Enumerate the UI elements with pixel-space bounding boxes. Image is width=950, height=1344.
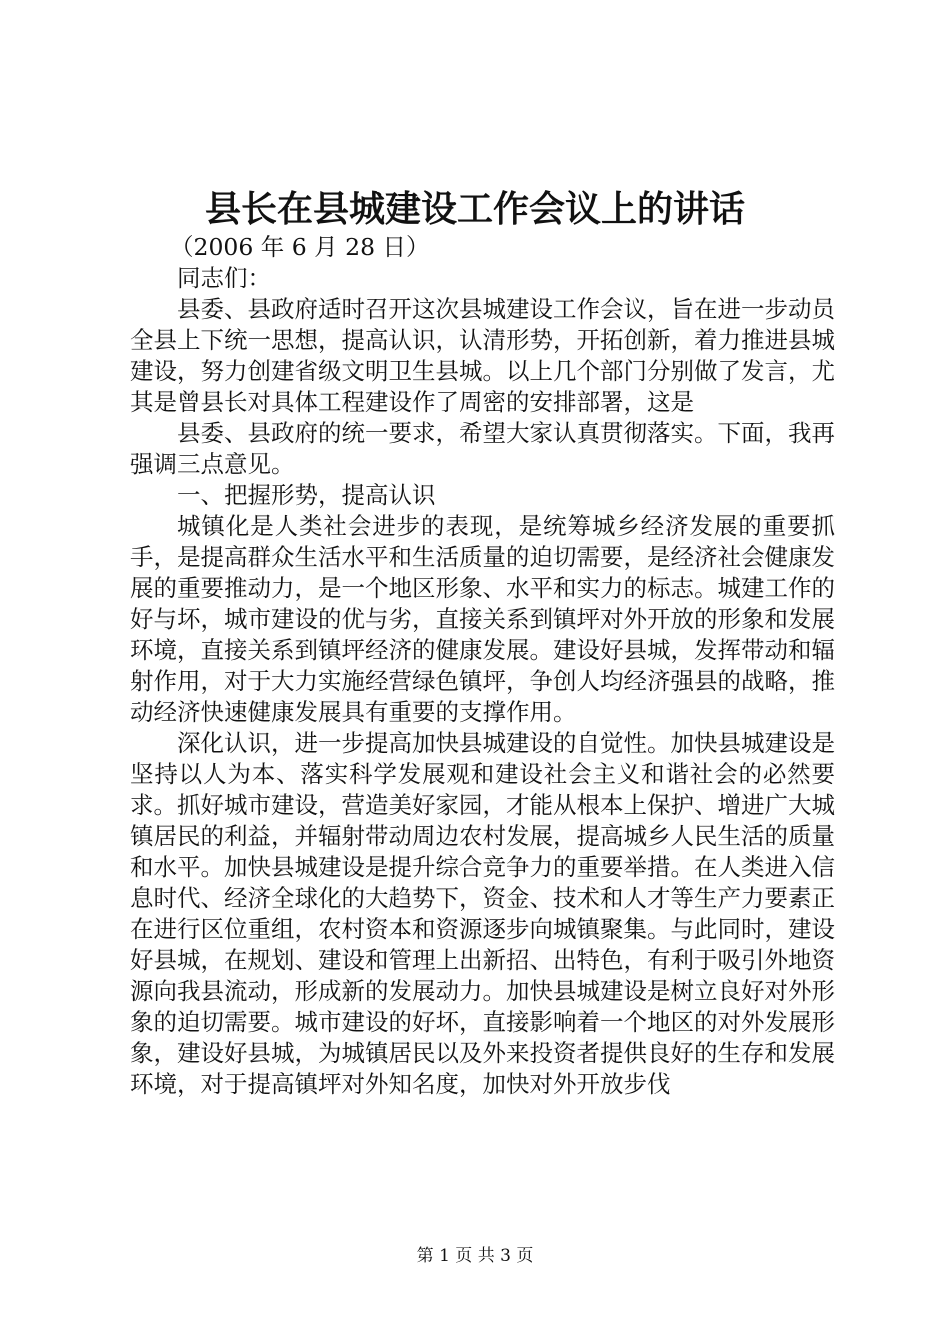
- section-heading-1: 一、把握形势，提高认识: [177, 481, 436, 509]
- document-body: [130, 232, 835, 1100]
- paragraph-intro: 县委、县政府适时召开这次县城建设工作会议，旨在进一步动员全县上下统一思想，提高认识，认清形势，开拓创新，着力推进县城建设，努力创建省级文明卫生县城。以上几个部门分别做了发言，尤其是曾县长对具体工程建设作了周密的安排部署，这是: [130, 295, 835, 416]
- page-footer: 第 1 页 共 3 页: [416, 1246, 534, 1266]
- paragraph-deepen-understanding: 深化认识，进一步提高加快县城建设的自觉性。加快县城建设是坚持以人为本、落实科学发展观和建设社会主义和谐社会的必然要求。抓好城市建设，营造美好家园，才能从根本上保护、增进广大城镇居民的利益，并辐射带动周边农村发展，提高城乡人民生活的质量和水平。加快县城建设是提升综合竞争力的重要举措。在人类进入信息时代、经济全球化的大趋势下，资金、技术和人才等生产力要素正在进行区位重组，农村资本和资源逐步向城镇聚集。与此同时，建设好县城，在规划、建设和管理上出新招、出特色，有利于吸引外地资源向我县流动，形成新的发展动力。加快县城建设是树立良好对外形象的迫切需要。城市建设的好坏，直接影响着一个地区的对外发展形象，建设好县城，为城镇居民以及外来投资者提供良好的生存和发展环境，对于提高镇坪对外知名度，加快对外开放步伐: [130, 729, 835, 1098]
- paragraph-requirements: 县委、县政府的统一要求，希望大家认真贯彻落实。下面，我再强调三点意见。: [130, 419, 835, 478]
- salutation: 同志们：: [177, 264, 271, 292]
- speech-date: （2006 年 6 月 28 日）: [170, 233, 430, 261]
- paragraph-urbanization: 城镇化是人类社会进步的表现，是统筹城乡经济发展的重要抓手，是提高群众生活水平和生活质量的迫切需要，是经济社会健康发展的重要推动力，是一个地区形象、水平和实力的标志。城建工作的好与坏，城市建设的优与劣，直接关系到镇坪对外开放的形象和发展环境，直接关系到镇坪经济的健康发展。建设好县城，发挥带动和辐射作用，对于大力实施经营绿色镇坪，争创人均经济强县的战略，推动经济快速健康发展具有重要的支撑作用。: [130, 512, 835, 726]
- document-title: 县长在县城建设工作会议上的讲话: [204, 188, 745, 230]
